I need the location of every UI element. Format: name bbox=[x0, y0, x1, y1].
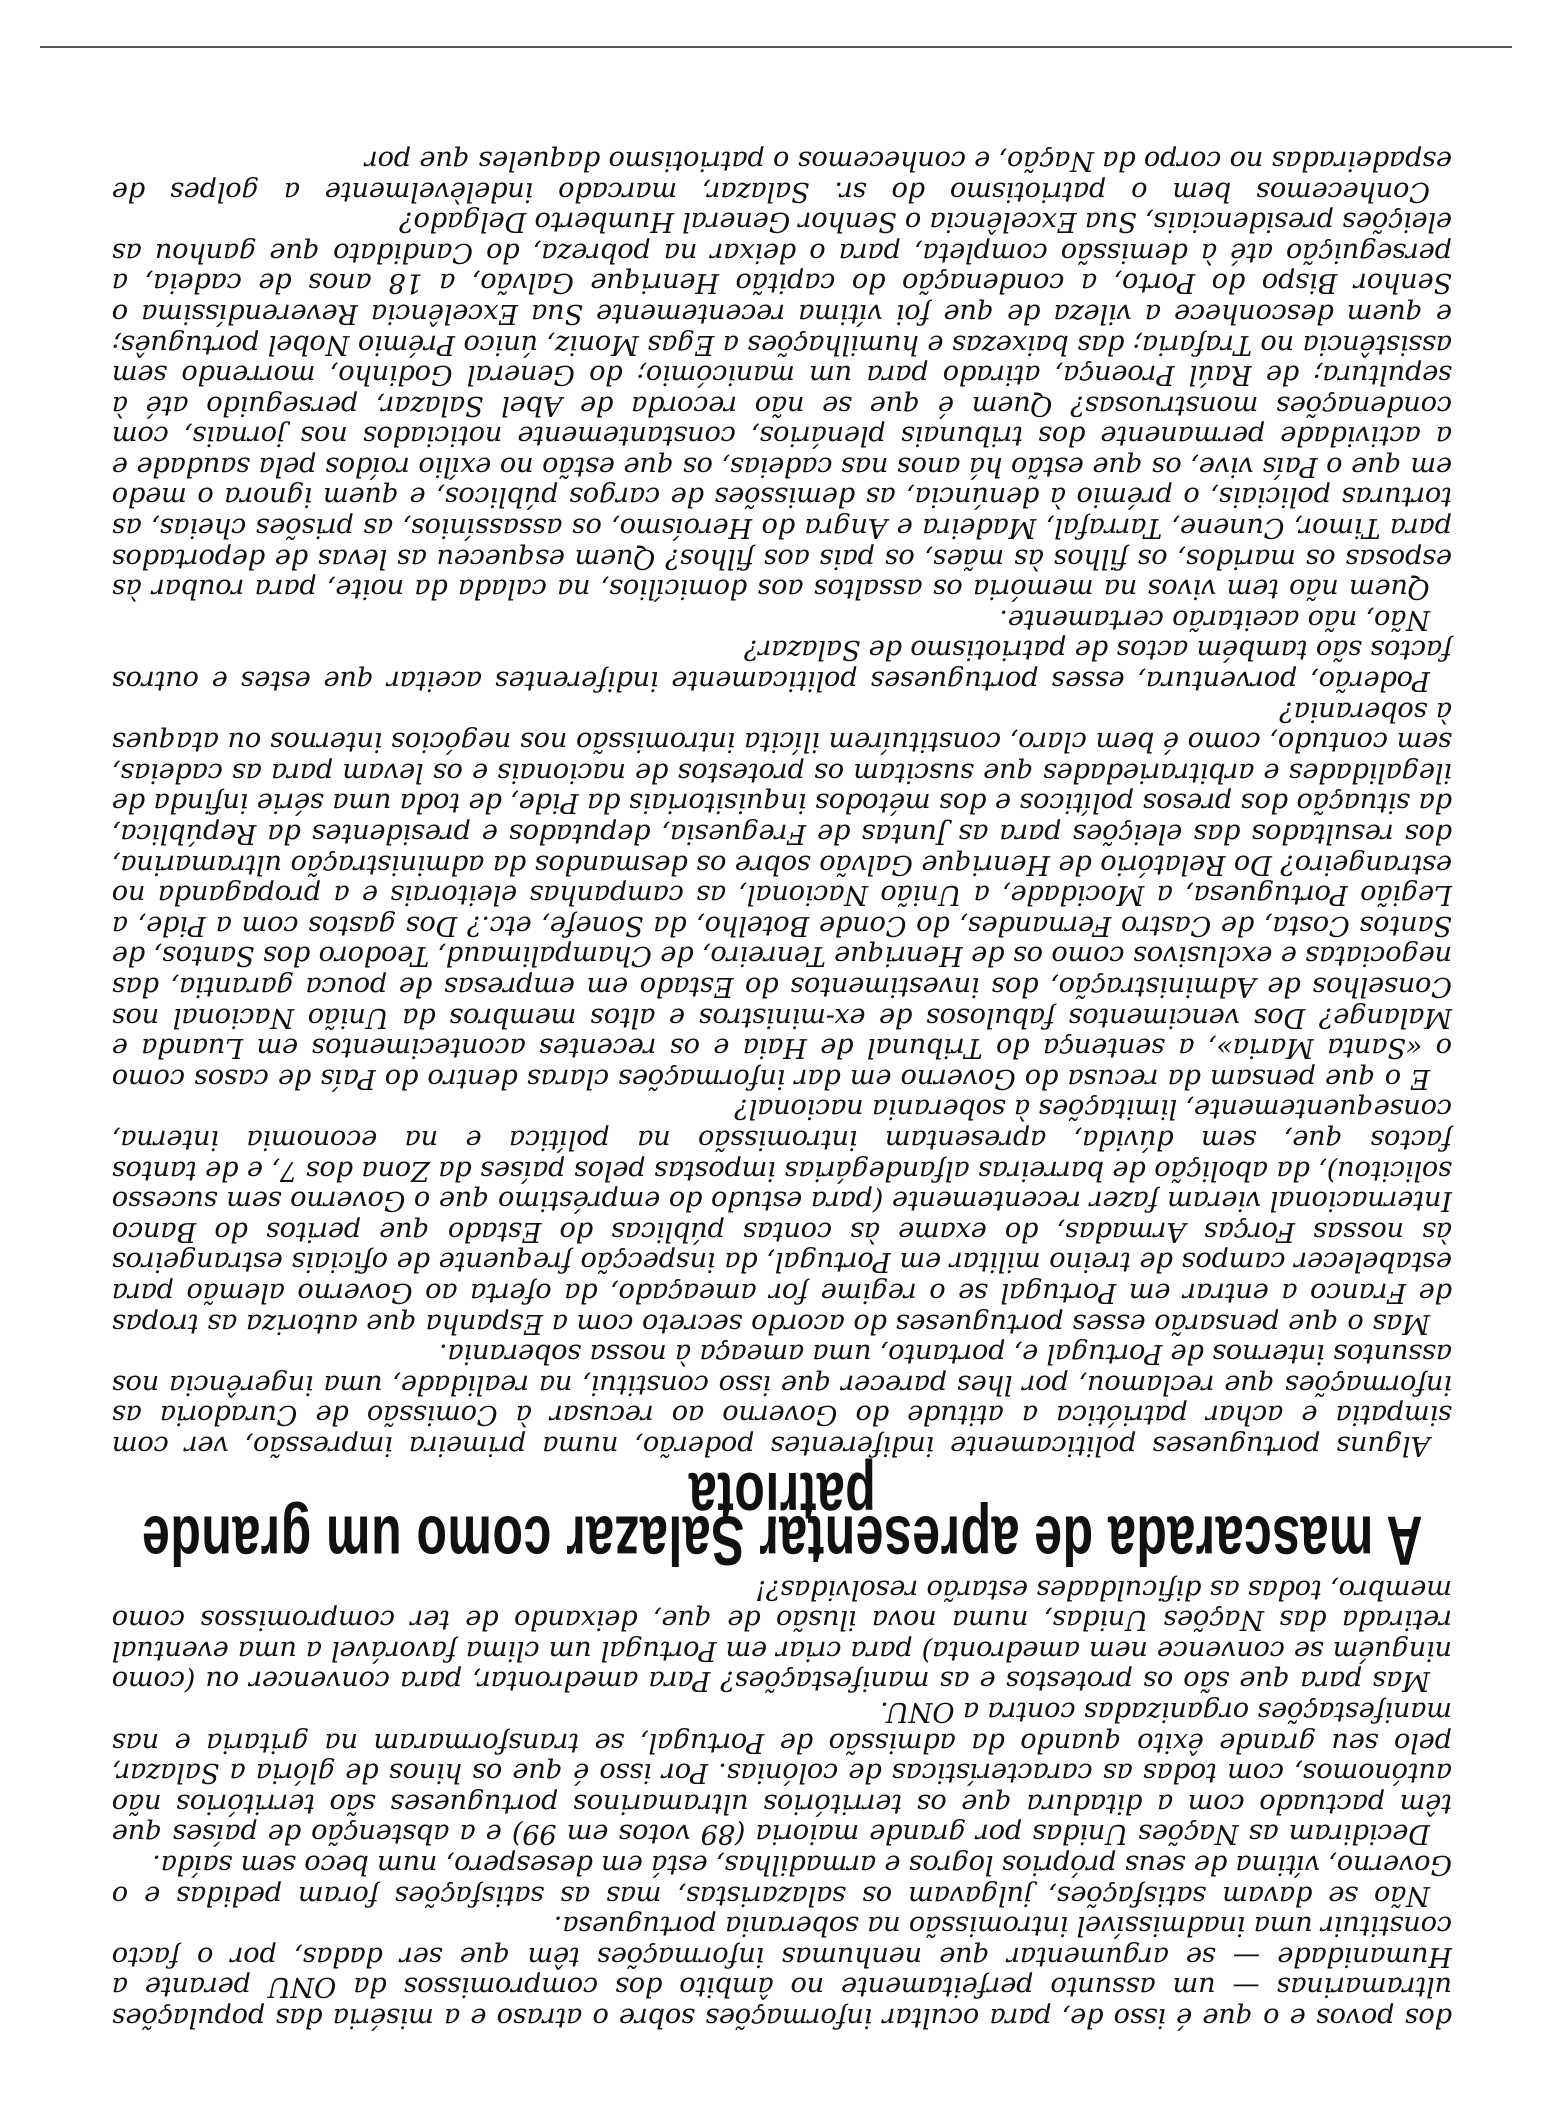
paragraph: Não, não aceitarão certamente. bbox=[999, 603, 1430, 635]
paragraph: Mas para que são os protestos e as manifestações? Para amedrontar, para convencer ou (como ninguém se convence nem amedronta) para criar em Portugal um clima favorável a uma eventual retirada das Nações Unidas, numa nova ilusão de que, deixando de ter compromissos como membro, todas as dificuldades estarão resolvidas?! bbox=[112, 1573, 1452, 1697]
paragraph: dos povos e o que é isso de, para ocultar informações sobre o atraso e a miséria das populações ultramarinas — um assunto perfeitamente no âmbito dos compromissos da ONU perante a Humanidade — se argumentar que nenhumas informações têm que ser dadas, por o facto constituir uma inadmissível intromissão na soberania portuguesa. bbox=[112, 1910, 1452, 2033]
document-body bbox=[112, 144, 1452, 2032]
paragraph: Não se davam satisfações, julgavam os salazaristas, mas as satisfações foram pedidas e o Governo, vítima de seus próprios logros e armadilhas, está em desespero, num beco sem saída. bbox=[112, 1849, 1452, 1911]
paragraph: Poderão, porventura, esses portugueses politicamente indiferentes aceitar que estes e outros factos são também actos de patriotismo de Salazar? bbox=[112, 634, 1452, 697]
article-headline: A mascarada de apresentar Salazar como um grande patriota bbox=[141, 1458, 1423, 1580]
section-patriotism bbox=[112, 144, 1452, 1460]
paragraph: E o que pensam da recusa do Governo em dar informações claras dentro do País de casos como o «Santa Maria», a sentença do Tribunal de Haia e os recentes acontecimentos em Luanda e Malange? Dos vencimentos fabulosos de ex-ministros e altos membros da União Nacional nos Conselhos de Administração, dos investimentos do Estado em empresas de pouca garantia, das negociatas e exclusivos como os de Henrique Tenreiro, de Champalimaud, Teodoro dos Santos, de Santos Costa, de Castro Fernandes, do Conde Botelho, da Sonefe, etc.? Dos gastos com a Pide, a Legião Portuguesa, a Mocidade, a União Nacional, as campanhas eleitorais e a propaganda no estrangeiro? Do Relatório de Henrique Galvão sobre os desmandos da administração ultramarina, dos resultados das eleições para as Juntas de Freguesia, deputados e presidentes da República, da situação dos presos políticos e dos métodos inquisitoriais da Pide, de toda uma série infinda de ilegalidades e arbitrariedades que suscitam os protestos de nacionais e os levam para as cadeias, sem contudo, como é bem claro, constituírem ilícita intromissão nos negócios internos ou ataques à soberania? bbox=[112, 695, 1452, 1094]
page-edge-rule bbox=[40, 46, 1512, 48]
headline-block bbox=[112, 1458, 1452, 1580]
paragraph: Decidiram as Nações Unidas por grande maioria (89 votos em 99) e a abstenção de países que têm pactuado com a ditadura que os territórios ultramarinos portugueses são territórios não autónomos, com todas as características de colónias. Por isso é que os hinos de glória a Salazar, pelo seu grande êxito quando da admissão de Portugal, se transformaram na gritaria e nas manifestações organizadas contra a ONU. bbox=[112, 1696, 1452, 1850]
paragraph: Quem não tem vivos na memória os assaltos aos domicílios, na calada da noite, para roubar às esposas os maridos, os filhos às mães, os pais aos filhos? Quem esqueceu as levas de deportados para Timor, Cunene, Tarrafal, Madeira e Angra do Heroísmo, os assassínios, as prisões cheias, as torturas policiais, o prémio à denúncia, as demissões de cargos públicos, e quem ignora o medo em que o País vive, os que estão há anos nas cadeias, os que estão no exílio roídos pela saudade e a actividade permanente dos tribunais plenários, constantemente noticiados nos jornais, com condenações monstruosas? Quem é que se não recorda de Abel Salazar, perseguido até à sepultura; de Raúl Proença, atirado para um manicómio; do General Godinho, morrendo sem assistência no Trafaria; das baixezas e humilhações a Egas Moniz, único Prémio Nobel português; e quem desconhece a vileza de que foi vítima recentemente Sua Excelência Reverendíssima o Senhor Bispo do Porto, a condenação do capitão Henrique Galvão, a 18 anos de cadeia, a perseguição até à demissão completa, para o deixar na pobreza, do Candidato que ganhou as eleições presidenciais, Sua Excelência o Senhor General Humberto Delgado? bbox=[112, 206, 1452, 605]
paragraph: Alguns portugueses politicamente indiferentes poderão, numa primeira impressão, ver com simpatia e achar patriótica a atitude do Governo ao recusar à Comissão de Curadoria as informações que reclamou, por lhes parecer que isso constitui, na realidade, uma ingerência nos assuntos internos de Portugal e, portanto, uma ameaça à nossa soberania. bbox=[112, 1338, 1452, 1461]
paragraph: Conhecemos bem o patriotismo do sr. Salazar, marcado indelèvelmente a golpes de espadeiradas no corpo da Nação, e conhecemos o patriotismo daqueles que por bbox=[112, 144, 1452, 207]
section-un-dispute bbox=[112, 1573, 1452, 2032]
paragraph: Mas o que pensarão esses portugueses do acordo secreto com a Espanha que autoriza as tropas de Franco a entrar em Portugal se o regime for ameaçado, da oferta ao Governo alemão para estabelecer campos de treino militar em Portugal, da inspecção frequente de oficiais estrangeiros às nossas Forças Armadas, do exame às contas públicas do Estado que peritos do Banco Internacional vieram fazer recentemente (para estudo do empréstimo que o Governo sem sucesso solicitou), da abolição de barreiras alfandegárias impostas pelos países da Zona dos 7, e de tantos factos que, sem dúvida, apresentam intromissão na política e na economia interna, consequentemente, limitações à soberania nacional? bbox=[112, 1093, 1452, 1339]
